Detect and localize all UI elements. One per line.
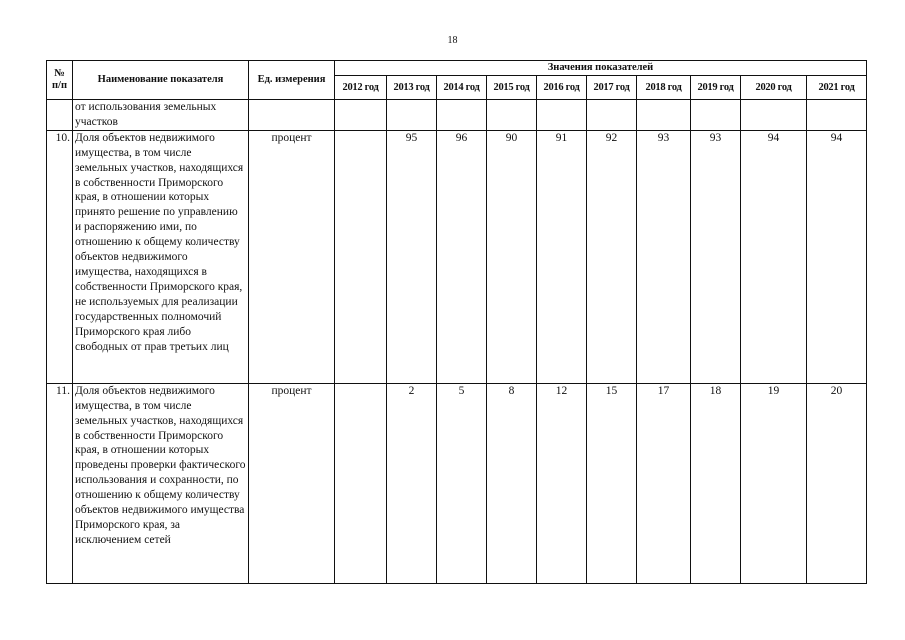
indicator-value [387, 100, 437, 131]
indicator-value: 93 [691, 130, 741, 383]
header-name: Наименование показателя [73, 61, 249, 100]
indicator-value: 92 [587, 130, 637, 383]
page-number: 18 [447, 35, 458, 46]
header-year: 2012 год [335, 76, 387, 100]
indicator-unit: процент [249, 383, 335, 583]
indicators-table [46, 60, 867, 584]
indicator-value: 93 [637, 130, 691, 383]
header-unit: Ед. измерения [249, 61, 335, 100]
indicator-value [335, 100, 387, 131]
indicator-value [637, 100, 691, 131]
indicator-value [587, 100, 637, 131]
indicator-value: 17 [637, 383, 691, 583]
header-year: 2018 год [637, 76, 691, 100]
indicator-value: 94 [807, 130, 867, 383]
indicator-value: 19 [741, 383, 807, 583]
indicator-name: Доля объектов недвижимого имущества, в том числе земельных участков, находящихся в собственности Приморского края, в отношении которых проведены проверки фактического использования и сохранности, по отношению к общему количеству объектов недвижимого имущества Приморского края, за исключением сетей [73, 383, 249, 583]
indicator-unit: процент [249, 130, 335, 383]
header-number: № п/п [47, 61, 73, 100]
header-year: 2014 год [437, 76, 487, 100]
indicator-value [691, 100, 741, 131]
indicator-value: 91 [537, 130, 587, 383]
indicator-unit [249, 100, 335, 131]
indicator-value: 90 [487, 130, 537, 383]
indicator-value [741, 100, 807, 131]
header-year: 2017 год [587, 76, 637, 100]
indicator-value: 8 [487, 383, 537, 583]
table-row [47, 130, 867, 383]
header-year: 2019 год [691, 76, 741, 100]
indicator-value: 96 [437, 130, 487, 383]
header-year: 2016 год [537, 76, 587, 100]
indicator-value: 95 [387, 130, 437, 383]
indicator-value: 18 [691, 383, 741, 583]
indicator-name: Доля объектов недвижимого имущества, в том числе земельных участков, находящихся в собственности Приморского края, в отношении которых принято решение по управлению и распоряжению ими, по отношению к общему количеству объектов недвижимого имущества, находящихся в собственности Приморского края, не используемых для реализации государственных полномочий Приморского края либо свободных от прав третьих лиц [73, 130, 249, 383]
indicator-value: 5 [437, 383, 487, 583]
indicator-value: 15 [587, 383, 637, 583]
indicator-value: 20 [807, 383, 867, 583]
row-number: 11. [47, 383, 73, 583]
indicator-value [807, 100, 867, 131]
indicator-value [437, 100, 487, 131]
header-year: 2013 год [387, 76, 437, 100]
table-row [47, 383, 867, 583]
indicator-value: 12 [537, 383, 587, 583]
indicator-value: 94 [741, 130, 807, 383]
indicator-value [537, 100, 587, 131]
header-year: 2015 год [487, 76, 537, 100]
indicator-value [335, 383, 387, 583]
header-year: 2020 год [741, 76, 807, 100]
table-row [47, 100, 867, 131]
header-year: 2021 год [807, 76, 867, 100]
header-values-group: Значения показателей [335, 61, 867, 76]
indicator-value [335, 130, 387, 383]
row-number: 10. [47, 130, 73, 383]
indicator-value [487, 100, 537, 131]
indicator-value: 2 [387, 383, 437, 583]
header-row-top [47, 61, 867, 76]
row-number [47, 100, 73, 131]
indicator-name: от использования земельных участков [73, 100, 249, 131]
